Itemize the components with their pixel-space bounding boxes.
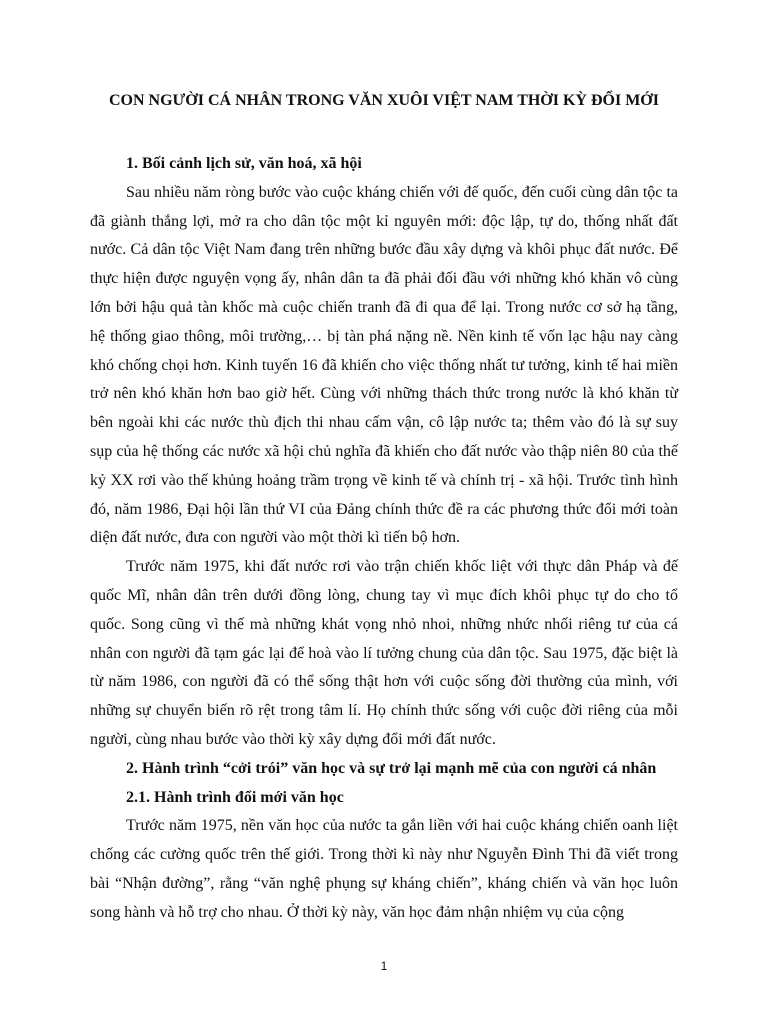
section-heading-1: 1. Bối cảnh lịch sử, văn hoá, xã hội: [126, 155, 362, 172]
document-title: CON NGƯỜI CÁ NHÂN TRONG VĂN XUÔI VIỆT NAM THỜI KỲ ĐỔI MỚI: [109, 92, 659, 109]
paragraph-1: Sau nhiều năm ròng bước vào cuộc kháng chiến với đế quốc, đến cuối cùng dân tộc ta đã giành thắng lợi, mở ra cho dân tộc một kỉ nguyên mới: độc lập, tự do, thống nhất đất nước. Cả dân tộc Việt Nam đang trên những bước đầu xây dựng và khôi phục đất nước. Để thực hiện được nguyện vọng ấy, nhân dân ta đã phải đối đầu với những khó khăn vô cùng lớn bởi hậu quả tàn khốc mà cuộc chiến tranh đã đi qua để lại. Trong nước cơ sở hạ tầng, hệ thống giao thông, môi trường,… bị tàn phá nặng nề. Nền kinh tế vốn lạc hậu nay càng khó chống chọi hơn. Kinh tuyến 16 đã khiến cho việc thống nhất tư tưởng, kinh tế hai miền trở nên khó khăn hơn bao giờ hết. Cùng với những thách thức trong nước là khó khăn từ bên ngoài khi các nước thù địch thi nhau cấm vận, cô lập nước ta; thêm vào đó là sự suy sụp của hệ thống các nước xã hội chủ nghĩa đã khiến cho đất nước vào thập niên 80 của thế kỷ XX rơi vào thế khủng hoảng trầm trọng về kinh tế và chính trị - xã hội. Trước tình hình đó, năm 1986, Đại hội lần thứ VI của Đảng chính thức đề ra các phương thức đổi mới toàn diện đất nước, đưa con người vào một thời kì tiến bộ hơn.: [90, 183, 678, 547]
document-body: [90, 150, 678, 928]
page-number: 1: [380, 959, 388, 973]
paragraph-3: Trước năm 1975, nền văn học của nước ta gắn liền với hai cuộc kháng chiến oanh liệt chống các cường quốc trên thế giới. Trong thời kì này như Nguyễn Đình Thi đã viết trong bài “Nhận đường”, rằng “văn nghệ phụng sự kháng chiến”, kháng chiến và văn học luôn song hành và hỗ trợ cho nhau. Ở thời kỳ này, văn học đảm nhận nhiệm vụ của cộng: [90, 817, 678, 921]
section-heading-2-1: 2.1. Hành trình đổi mới văn học: [126, 788, 344, 806]
section-heading-2: 2. Hành trình “cởi trói” văn học và sự trở lại mạnh mẽ của con người cá nhân: [126, 759, 657, 777]
paragraph-2: Trước năm 1975, khi đất nước rơi vào trận chiến khốc liệt với thực dân Pháp và đế quốc Mĩ, nhân dân trên dưới đồng lòng, chung tay vì mục đích khôi phục tự do cho tổ quốc. Song cũng vì thế mà những khát vọng nhỏ nhoi, những nhức nhối riêng tư của cá nhân con người đã tạm gác lại để hoà vào lí tưởng chung của dân tộc. Sau 1975, đặc biệt là từ năm 1986, con người đã có thể sống thật hơn với cuộc sống đời thường của mình, với những sự chuyển biến rõ rệt trong tâm lí. Họ chính thức sống với cuộc đời riêng của mỗi người, cùng nhau bước vào thời kỳ xây dựng đổi mới đất nước.: [90, 558, 678, 748]
